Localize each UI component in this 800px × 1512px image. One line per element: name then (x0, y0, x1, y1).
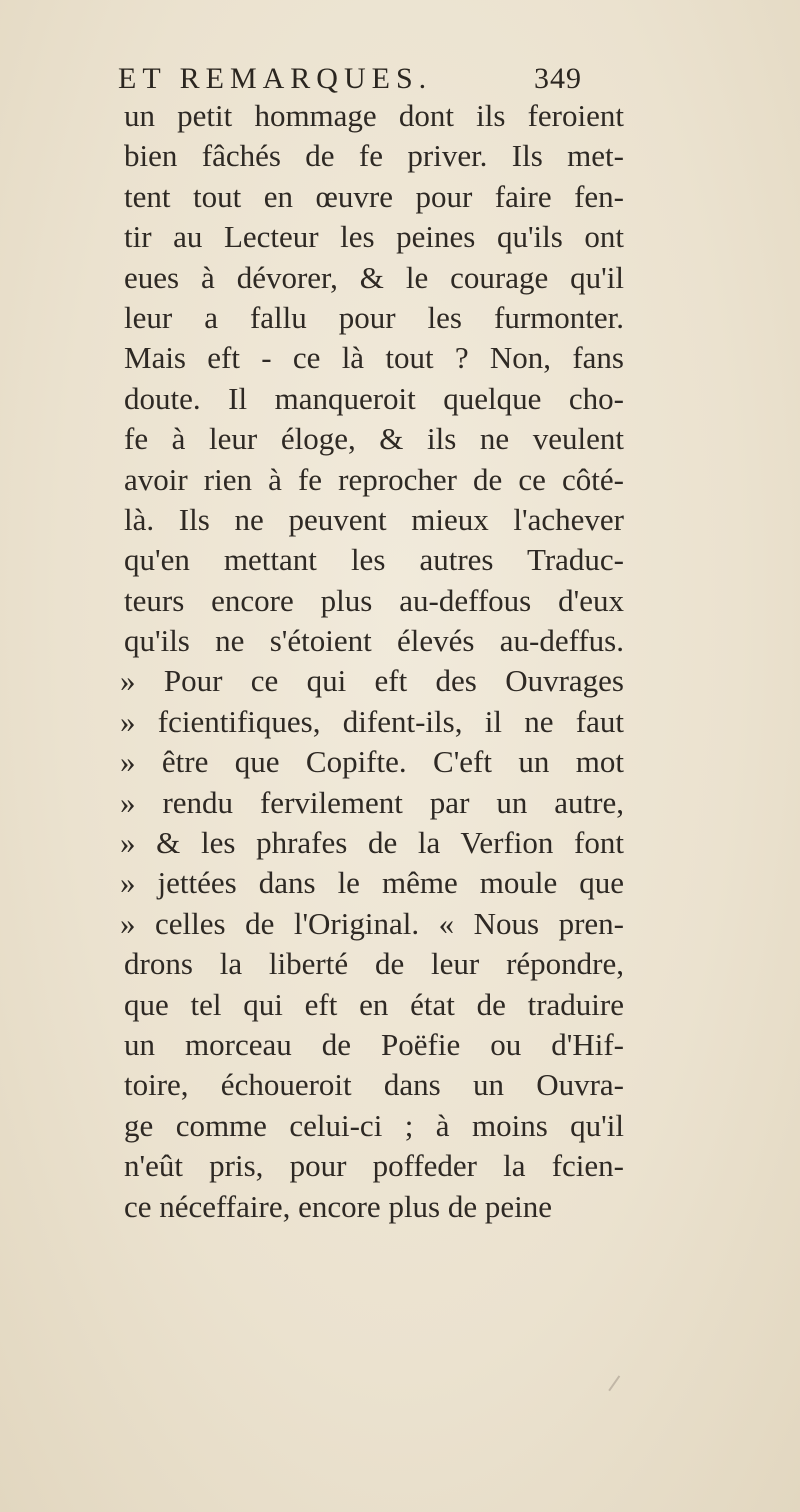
pencil-mark (602, 1371, 621, 1391)
text-line: fe à leur éloge, & ils ne veulent (124, 421, 624, 457)
text-line: toire, échoueroit dans un Ouvra- (124, 1067, 624, 1103)
quoted-line: » rendu fervilement par un autre, (120, 784, 624, 820)
text-line: tent tout en œuvre pour faire fen- (124, 178, 624, 214)
text-line: eues à dévorer, & le courage qu'il (124, 259, 624, 295)
text-line: qu'en mettant les autres Traduc- (124, 542, 624, 578)
text-line: doute. Il manqueroit quelque cho- (124, 380, 624, 416)
quoted-line: » jettées dans le même moule que (120, 865, 624, 901)
text-line: un morceau de Poëfie ou d'Hif- (124, 1026, 624, 1062)
text-line: ce néceffaire, encore plus de peine (124, 1188, 553, 1224)
text-line: leur a fallu pour les furmonter. (124, 299, 624, 335)
text-line: un petit hommage dont ils feroient (124, 98, 624, 133)
text-line: n'eût pris, pour poffeder la fcien- (124, 1148, 624, 1184)
page-number: 349 (534, 62, 582, 95)
text-line: bien fâchés de fe priver. Ils met- (124, 138, 624, 174)
quoted-line: » fcientifiques, difent-ils, il ne faut (120, 703, 624, 739)
text-line: avoir rien à fe reprocher de ce côté- (124, 461, 624, 497)
text-line: qu'ils ne s'étoient élevés au-deffus. (124, 623, 624, 659)
text-line: ge comme celui-ci ; à moins qu'il (124, 1107, 624, 1143)
text-line: tir au Lecteur les peines qu'ils ont (124, 219, 624, 255)
quoted-line: » être que Copifte. C'eft un mot (120, 744, 624, 780)
running-title: ET REMARQUES. (118, 62, 433, 95)
quoted-line: » celles de l'Original. « Nous pren- (120, 905, 624, 941)
quoted-line: » Pour ce qui eft des Ouvrages (120, 663, 624, 699)
text-line: là. Ils ne peuvent mieux l'achever (124, 501, 624, 537)
text-line: teurs encore plus au-deffous d'eux (124, 582, 624, 618)
text-line: drons la liberté de leur répondre, (124, 946, 624, 982)
text-line: que tel qui eft en état de traduire (124, 986, 624, 1022)
quoted-line: » & les phrafes de la Verfion font (120, 825, 624, 861)
text-line: Mais eft - ce là tout ? Non, fans (124, 340, 624, 376)
body-text (120, 96, 624, 1227)
